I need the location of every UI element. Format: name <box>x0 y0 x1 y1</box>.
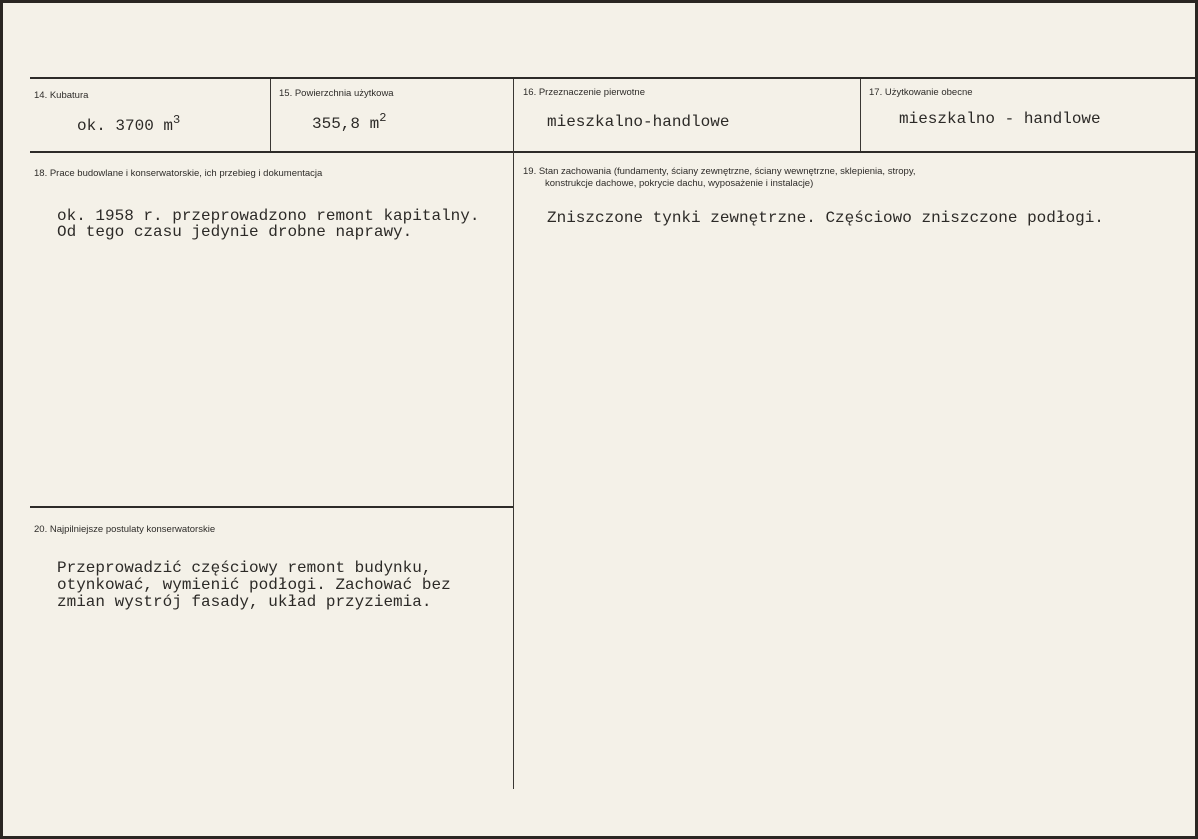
section-divider <box>30 506 514 508</box>
cubature-value-text: ok. 3700 m <box>77 117 174 135</box>
works-line-1: ok. 1958 r. przeprowadzono remont kapitalny. <box>57 207 480 225</box>
postulates-line-3: zmian wystrój fasady, układ przyziemia. <box>57 593 432 611</box>
condition-label-line-1: 19. Stan zachowania (fundamenty, ściany zewnętrzne, ściany wewnętrzne, sklepienia, stropy, <box>523 166 916 177</box>
postulates-line-1: Przeprowadzić częściowy remont budynku, <box>57 559 432 577</box>
column-divider-2 <box>513 79 514 789</box>
row-divider <box>30 151 1195 153</box>
original-purpose-value: mieszkalno-handlowe <box>547 113 730 131</box>
usable-area-label: 15. Powierzchnia użytkowa <box>279 88 394 99</box>
usable-area-value <box>312 111 387 133</box>
usable-area-value-text: 355,8 m <box>312 115 380 133</box>
postulates-line-2: otynkować, wymienić podłogi. Zachować bez <box>57 576 451 594</box>
works-label: 18. Prace budowlane i konserwatorskie, ich przebieg i dokumentacja <box>34 168 323 179</box>
postulates-label: 20. Najpilniejsze postulaty konserwatorskie <box>34 524 216 535</box>
cubature-label: 14. Kubatura <box>34 90 89 101</box>
works-line-2: Od tego czasu jedynie drobne naprawy. <box>57 223 413 241</box>
current-use-label: 17. Użytkowanie obecne <box>869 87 973 98</box>
usable-area-exponent: 2 <box>379 111 387 125</box>
cubature-exponent: 3 <box>173 113 181 127</box>
condition-value: Zniszczone tynki zewnętrzne. Częściowo zniszczone podłogi. <box>547 209 1104 227</box>
record-card <box>3 3 1195 836</box>
condition-label-line-2: konstrukcje dachowe, pokrycie dachu, wyposażenie i instalacje) <box>545 178 814 189</box>
current-use-value: mieszkalno - handlowe <box>899 110 1101 128</box>
top-rule <box>30 77 1195 79</box>
cubature-value <box>77 113 181 135</box>
column-divider-1 <box>270 79 271 151</box>
original-purpose-label: 16. Przeznaczenie pierwotne <box>523 87 645 98</box>
column-divider-3 <box>860 79 861 151</box>
